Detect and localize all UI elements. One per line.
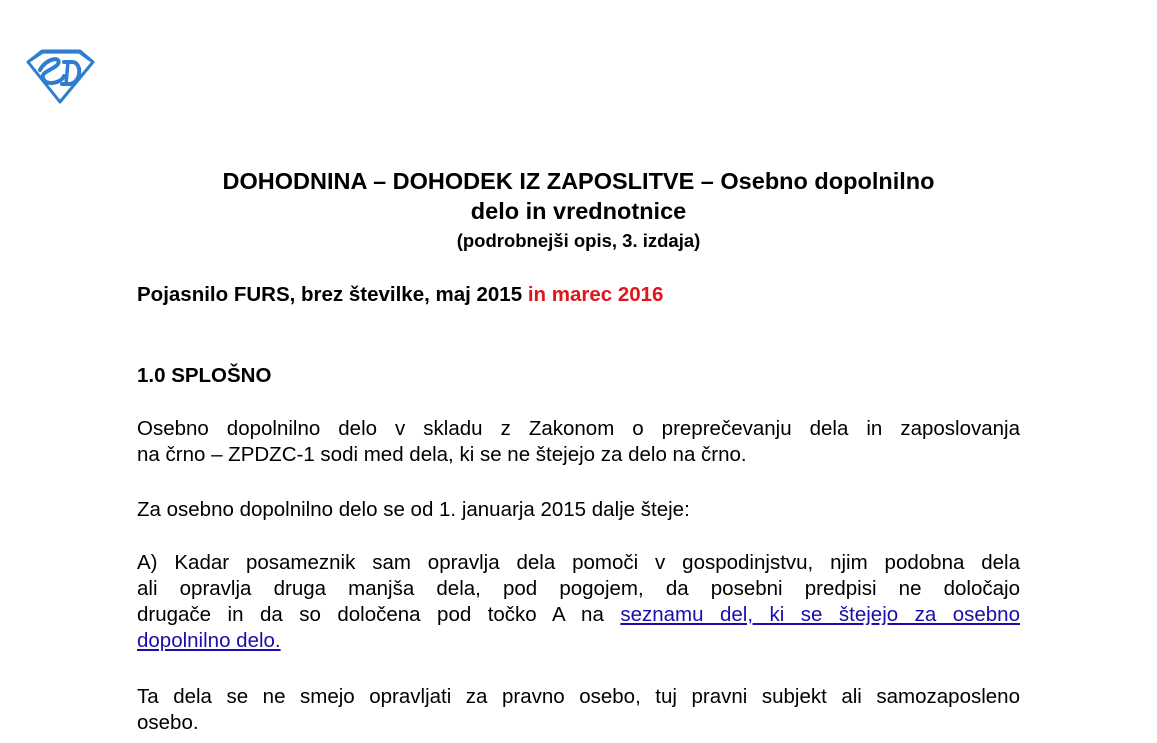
paragraph-3 <box>137 550 1020 654</box>
title-line-1: DOHODNINA – DOHODEK IZ ZAPOSLITVE – Osebno dopolnilno <box>222 168 935 194</box>
shield-logo-icon <box>22 48 96 104</box>
jobs-list-link-continued[interactable]: dopolnilno delo. <box>137 629 281 652</box>
paragraph-4-line-1: Ta dela se ne smejo opravljati za pravno osebo, tuj pravni subjekt ali samozaposleno <box>137 685 1020 708</box>
document-meta <box>137 282 1020 308</box>
paragraph-3-line-3 <box>137 602 1020 628</box>
meta-highlight: in marec 2016 <box>527 283 664 306</box>
paragraph-4-line-2: osebo. <box>137 711 199 734</box>
document-subtitle: (podrobnejši opis, 3. izdaja) <box>456 230 701 251</box>
paragraph-3-line-1: A) Kadar posameznik sam opravlja dela pomoči v gospodinjstvu, njim podobna dela <box>137 551 1020 574</box>
paragraph-3-line-2: ali opravlja druga manjša dela, pod pogojem, da posebni predpisi ne določajo <box>137 577 1020 600</box>
title-line-2: delo in vrednotnice <box>470 198 687 224</box>
paragraph-4 <box>137 684 1020 736</box>
jobs-list-link[interactable]: seznamu del, ki se štejejo za osebno <box>620 603 1020 626</box>
paragraph-3-line-3-text: drugače in da so določena pod točko A na <box>137 603 604 626</box>
document-title <box>0 166 1157 226</box>
paragraph-1-line-1: Osebno dopolnilno delo v skladu z Zakonom o preprečevanju dela in zaposlovanja <box>137 417 1020 440</box>
paragraph-3-line-4 <box>137 628 1020 654</box>
paragraph-1-line-2: na črno – ZPDZC-1 sodi med dela, ki se ne štejejo za delo na črno. <box>137 443 747 466</box>
meta-text: Pojasnilo FURS, brez številke, maj 2015 <box>137 283 523 306</box>
paragraph-2: Za osebno dopolnilno delo se od 1. januarja 2015 dalje šteje: <box>137 498 690 521</box>
section-heading: 1.0 SPLOŠNO <box>137 364 272 387</box>
paragraph-1 <box>137 416 1020 468</box>
